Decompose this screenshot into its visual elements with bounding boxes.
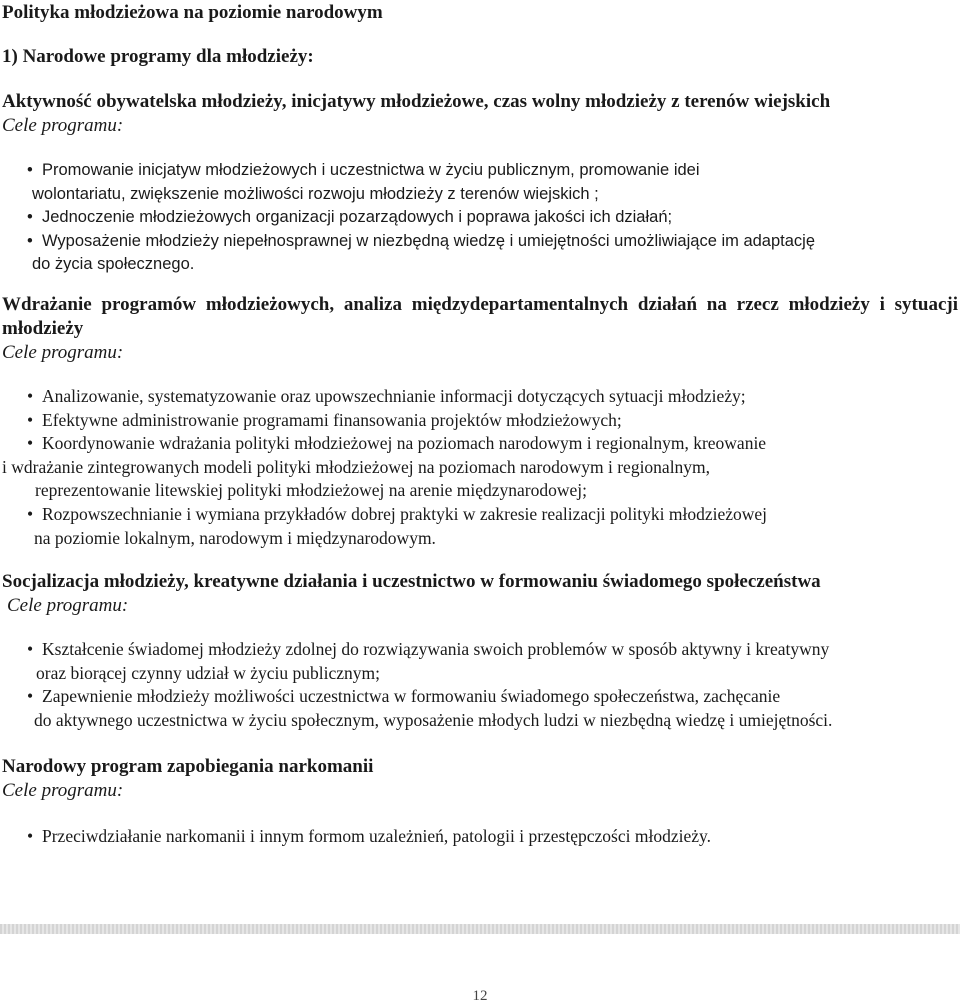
goal-continuation: oraz biorącej czynny udział w życiu publicznym; [36,662,381,683]
list-item [2,409,958,433]
section-civic-activity [2,90,958,277]
page-number: 12 [472,988,488,1004]
goals-list [2,385,958,550]
goal-text: Wyposażenie młodzieży niepełnosprawnej w niezbędną wiedzę i umiejętności umożliwiające im adaptację [42,231,816,250]
goal-continuation: reprezentowanie litewskiej polityki młodzieżowej na arenie międzynarodowej; [35,480,588,501]
goal-text: Jednoczenie młodzieżowych organizacji pozarządowych i poprawa jakości ich działań; [42,208,673,227]
list-item [2,385,958,409]
bullet-icon: • [27,639,34,659]
goals-label: Cele programu: [2,780,124,801]
section-drug-prevention [2,755,958,849]
goals-list [2,638,958,732]
bullet-icon: • [27,826,34,846]
section-title: Socjalizacja młodzieży, kreatywne działania i uczestnictwo w formowaniu świadomego społeczeństwa [2,571,821,592]
bullet-icon: • [27,686,34,707]
bullet-icon: • [27,161,33,179]
section-title: Wdrażanie programów młodzieżowych, analiza międzydepartamentalnych działań na rzecz młodzieży i sytuacji młodzieży [2,294,958,339]
goal-text: Kształcenie świadomej młodzieży zdolnej do rozwiązywania swoich problemów w sposób aktywny i kreatywny [42,639,830,659]
list-item [2,685,958,732]
footer-divider [0,924,960,934]
list-item [2,825,958,849]
goal-continuation: wolontariatu, zwiększenie możliwości rozwoju młodzieży z terenów wiejskich ; [32,184,599,203]
section-title: Aktywność obywatelska młodzieży, inicjatywy młodzieżowe, czas wolny młodzieży z terenów wiejskich [2,91,831,112]
subsection-title: 1) Narodowe programy dla młodzieży: [2,46,314,67]
list-item [2,503,958,550]
goals-label: Cele programu: [7,595,129,616]
goal-continuation: na poziomie lokalnym, narodowym i międzynarodowym. [34,527,436,548]
goal-text: Zapewnienie młodzieży możliwości uczestnictwa w formowaniu świadomego społeczeństwa, zachęcanie [42,686,781,707]
goal-text: Analizowanie, systematyzowanie oraz upowszechnianie informacji dotyczących sytuacji młodzieży; [42,386,746,406]
bullet-icon: • [27,386,34,406]
goal-text: Przeciwdziałanie narkomanii i innym formom uzależnień, patologii i przestępczości młodzieży. [42,826,711,846]
goals-label: Cele programu: [2,342,124,363]
section-socialization [2,570,958,732]
page-title: Polityka młodzieżowa na poziomie narodowym [2,2,383,23]
goals-list [2,159,958,277]
goal-continuation: do aktywnego uczestnictwa w życiu społecznym, wyposażenie młodych ludzi w niezbędną wiedzę i umiejętności. [34,709,833,730]
goal-text: Efektywne administrowanie programami finansowania projektów młodzieżowych; [42,409,622,430]
section-program-implementation [2,293,958,550]
bullet-icon: • [27,433,34,454]
goal-continuation: i wdrażanie zintegrowanych modeli polityki młodzieżowej na poziomach narodowym i regionalnym, [2,456,711,477]
goal-text: Promowanie inicjatyw młodzieżowych i uczestnictwa w życiu publicznym, promowanie idei [42,161,700,179]
goal-continuation: do życia społecznego. [32,255,195,274]
list-item [2,230,958,277]
bullet-icon: • [27,409,34,430]
section-title: Narodowy program zapobiegania narkomanii [2,756,374,777]
bullet-icon: • [27,503,34,524]
goals-list [2,825,958,849]
goal-text: Rozpowszechnianie i wymiana przykładów dobrej praktyki w zakresie realizacji polityki młodzieżowej [42,503,768,524]
bullet-icon: • [27,231,33,250]
list-item [2,638,958,685]
list-item [2,159,958,206]
goal-text: Koordynowanie wdrażania polityki młodzieżowej na poziomach narodowym i regionalnym, kreowanie [42,433,767,454]
list-item [2,432,958,503]
goals-label: Cele programu: [2,115,124,136]
bullet-icon: • [27,208,33,227]
list-item [2,206,958,230]
